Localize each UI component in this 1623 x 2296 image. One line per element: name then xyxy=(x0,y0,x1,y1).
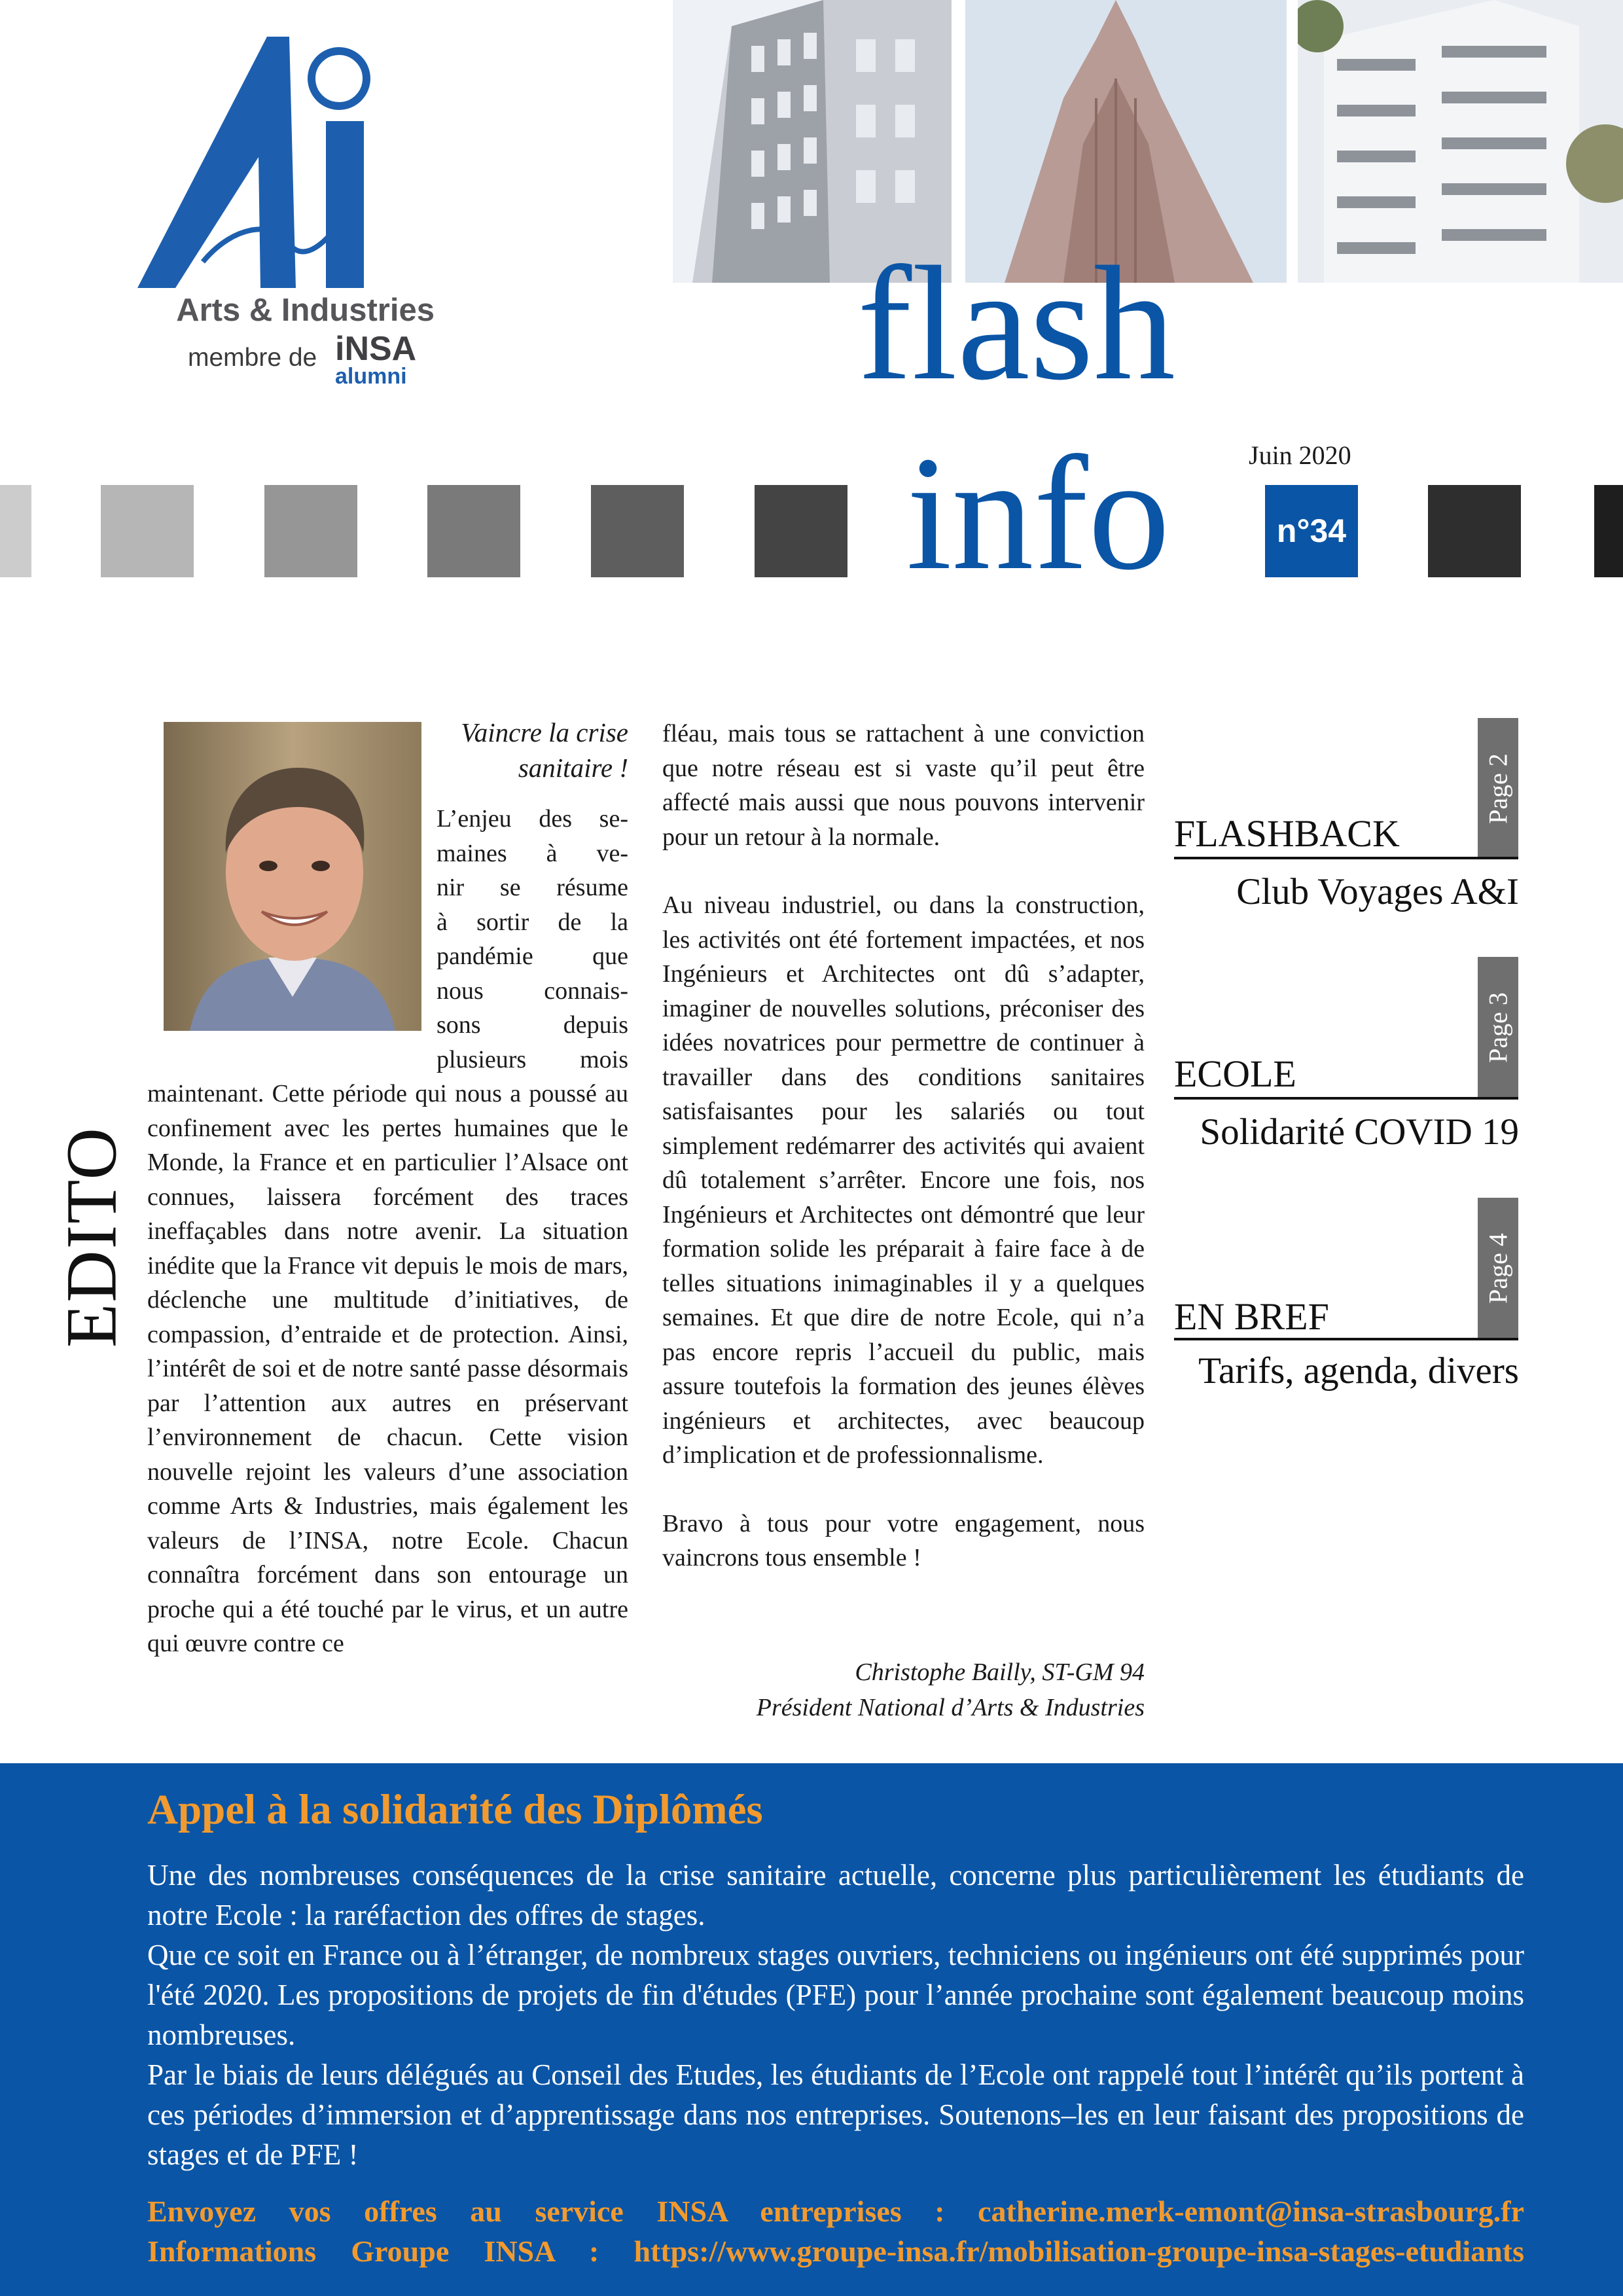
grey-square xyxy=(427,485,520,577)
edito-line: nous connais- xyxy=(437,977,628,1005)
section-subtitle: Tarifs, agenda, divers xyxy=(1198,1350,1519,1391)
grey-square xyxy=(1428,485,1521,577)
divider xyxy=(1174,1338,1518,1340)
edito-paragraph: fléau, mais tous se rattachent à une conviction que notre réseau est si vaste qu’il peut être affecté mais aussi que nous pouvons intervenir pour un retour à la normale. xyxy=(662,720,1145,851)
author-portrait xyxy=(164,722,421,1031)
signature-name: Christophe Bailly, ST-GM 94 xyxy=(855,1659,1145,1686)
edito-column-1: maintenant. Cette période qui nous a poussé au confinement avec les pertes humaines que le Monde, la France et en particulier l’Alsace ont connues, laissera forcément des traces ineffaçables dans notre avenir. La situation inédite que la France vit depuis le mois de mars, déclenche une multitude d’initiatives, de compassion, d’entraide et de protection. Ainsi, l’intérêt de soi et de notre santé passe désormais par l’attention aux autres en préservant l’environnement de chacun. Cette vision nouvelle rejoint les valeurs d’une association comme Arts & Industries, mais également les valeurs de l’INSA, notre Ecole. Chacun connaîtra forcément dans son entourage un proche qui a été touché par le virus, et un autre qui œuvre contre ce xyxy=(147,1080,628,1657)
offers-email-link[interactable]: Envoyez vos offres au service INSA entreprises : catherine.merk-emont@insa-strasbourg.fr xyxy=(147,2195,1524,2228)
grey-square xyxy=(0,485,31,577)
appeal-paragraph: Par le biais de leurs délégués au Conseil des Etudes, les étudiants de l’Ecole ont rappelé tout l’intérêt qu’ils portent à ces périodes d’immersion et d’apprentissage dans nos entreprises. Soutenons–les en leur faisant des propositions de stages et de PFE ! xyxy=(147,2058,1524,2171)
edito-line: maines à ve- xyxy=(437,839,628,867)
edito-paragraph: Au niveau industriel, ou dans la construction, les activités ont été fortement impactées, et nos Ingénieurs et Architectes ont dû s’adapter, imaginer de nouvelles solutions, préconiser des idées novatrices pour permettre de continuer à travailler dans des conditions sanitaires satisfaisantes pour les salariés ou tout simplement redémarrer des activités qui avaient dû totalement s’arrêter. Encore une fois, nos Ingénieurs et Architectes ont démontré que leur formation solide les préparait à faire face à de telles situations inimaginables il y a quelques semaines. Et que dire de notre Ecole, qui n’a pas encore repris l’accueil du public, mais assure toutefois la formation des jeunes élèves ingénieurs et architectes, avec beaucoup d’implication et de professionnalisme. xyxy=(662,891,1145,1469)
edito-line: sons depuis xyxy=(437,1011,628,1039)
edito-title: Vaincre la crise sanitaire ! xyxy=(461,717,628,783)
edito-column-2 xyxy=(662,717,1145,1575)
divider xyxy=(1174,1097,1518,1100)
section-ecole: ECOLE xyxy=(1174,1052,1296,1095)
section-subtitle: Solidarité COVID 19 xyxy=(1200,1111,1519,1153)
insa-alumni-logo: alumni xyxy=(335,364,407,389)
page-tab-3: Page 3 xyxy=(1478,957,1518,1098)
logo-arts-industries: Arts & Industries xyxy=(176,293,435,328)
edito-line: à sortir de la xyxy=(437,908,628,936)
edito-narrow-column xyxy=(437,802,628,1077)
grey-square xyxy=(101,485,194,577)
divider xyxy=(1174,857,1518,859)
page-tab-4: Page 4 xyxy=(1478,1198,1518,1338)
edito-line: pandémie que xyxy=(437,942,628,970)
issue-number-badge: n°34 xyxy=(1265,485,1358,577)
insa-info-link[interactable]: Informations Groupe INSA : https://www.groupe-insa.fr/mobilisation-groupe-insa-stages-etudiants xyxy=(147,2234,1524,2268)
logo-member-of: membre de xyxy=(188,344,317,372)
page-tab-2: Page 2 xyxy=(1478,718,1518,859)
appeal-title: Appel à la solidarité des Diplômés xyxy=(147,1786,763,1833)
appeal-text xyxy=(147,1856,1524,2175)
section-en-bref: EN BREF xyxy=(1174,1295,1329,1338)
signature-role: Président National d’Arts & Industries xyxy=(756,1694,1145,1721)
masthead-flash: flash xyxy=(857,233,1175,414)
section-flashback: FLASHBACK xyxy=(1174,812,1400,855)
grey-square xyxy=(1594,485,1623,577)
edito-line: L’enjeu des se- xyxy=(437,805,628,833)
edito-line: nir se résume xyxy=(437,874,628,901)
edito-label: EDITO xyxy=(51,1126,132,1348)
grey-square xyxy=(755,485,847,577)
appeal-paragraph: Que ce soit en France ou à l’étranger, de nombreux stages ouvriers, techniciens ou ingénieurs ont été supprimés pour l'été 2020. Les propositions de projets de fin d'études (PFE) pour l’année prochaine sont également beaucoup moins nombreuses. xyxy=(147,1939,1524,2051)
building-photo-2 xyxy=(1298,0,1623,283)
signature xyxy=(654,1655,1145,1725)
section-subtitle: Club Voyages A&I xyxy=(1236,871,1519,912)
masthead-info: info xyxy=(906,423,1170,604)
issue-date: Juin 2020 xyxy=(1249,440,1351,470)
edito-line: plusieurs mois xyxy=(437,1045,628,1073)
grey-square xyxy=(264,485,357,577)
edito-paragraph: Bravo à tous pour votre engagement, nous vaincrons tous ensemble ! xyxy=(662,1509,1145,1571)
grey-square xyxy=(591,485,684,577)
insa-logo: iNSA xyxy=(335,330,417,368)
appeal-paragraph: Une des nombreuses conséquences de la crise sanitaire actuelle, concerne plus particulièrement les étudiants de notre Ecole : la raréfaction des offres de stages. xyxy=(147,1859,1524,1931)
